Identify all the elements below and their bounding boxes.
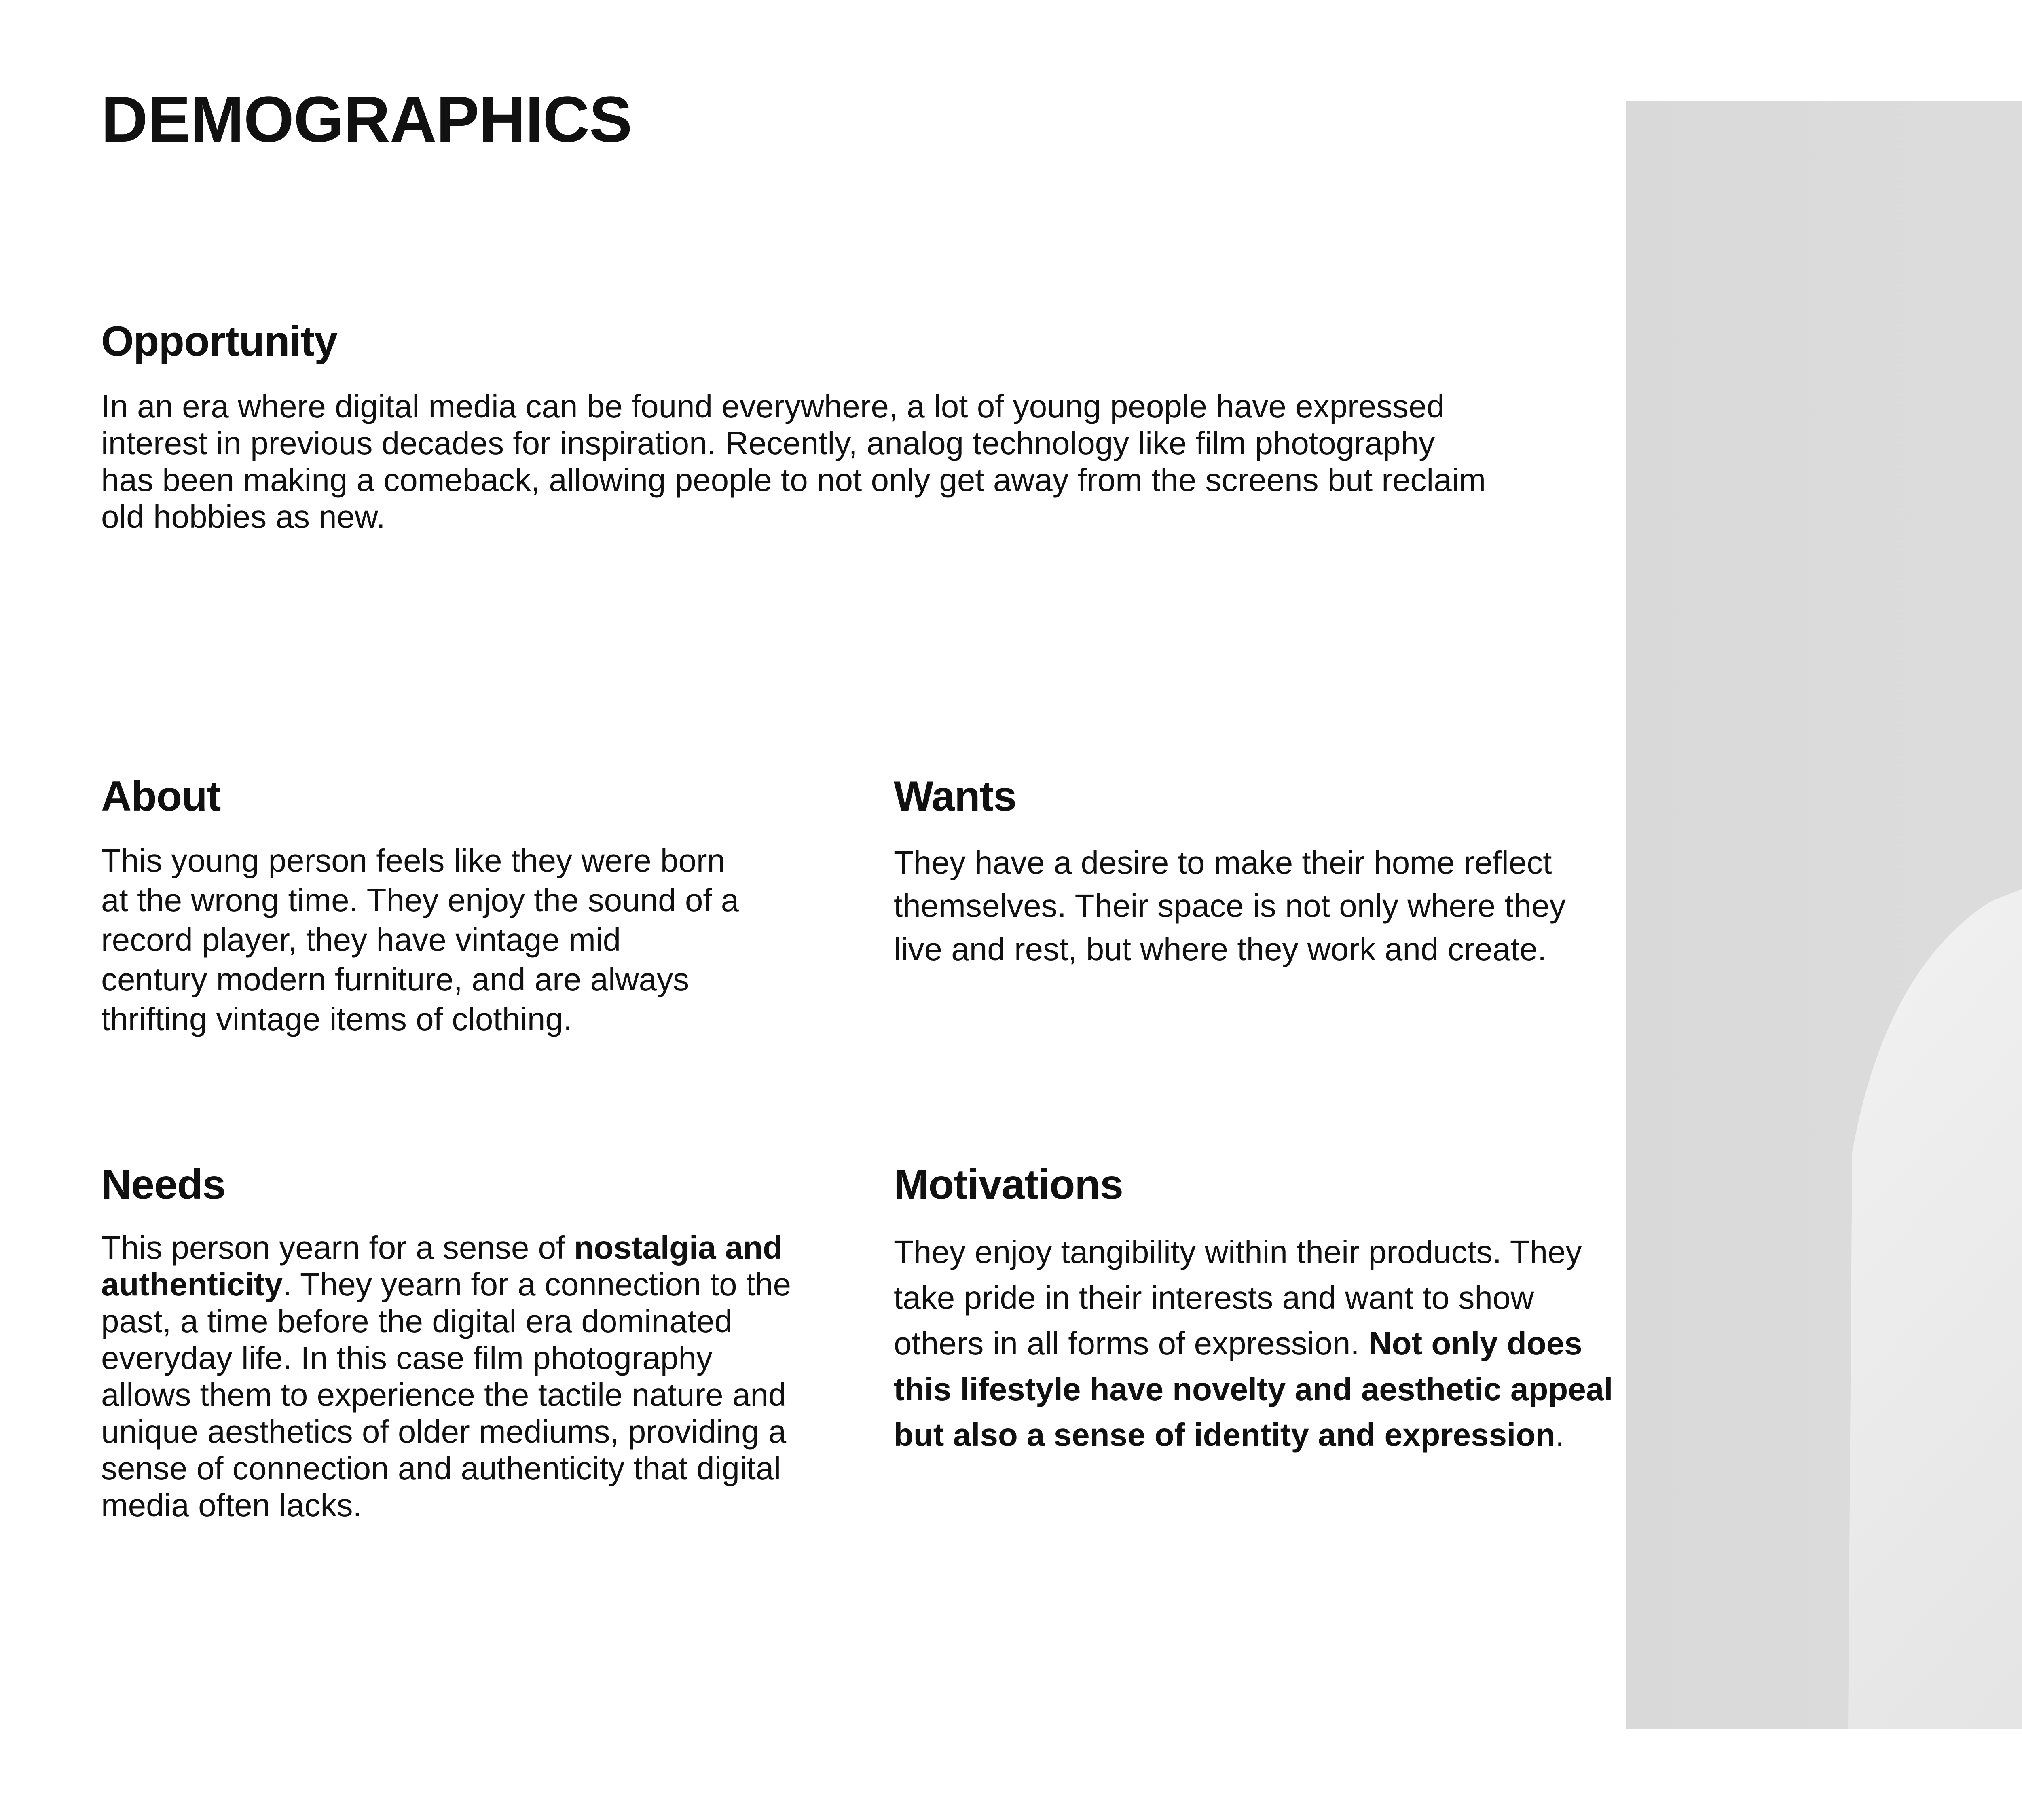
- needs-text-run: This person yearn for a sense of: [101, 1230, 574, 1266]
- persona-photo-illustration: [1626, 101, 2022, 1729]
- about-line: record player, they have vintage mid: [101, 922, 621, 958]
- motivations-emphasis: but also a sense of identity and expression: [894, 1417, 1555, 1453]
- about-line: This young person feels like they were born: [101, 842, 725, 879]
- wants-heading: Wants: [894, 773, 1017, 820]
- needs-line: [101, 1266, 869, 1303]
- opportunity-text: [101, 388, 1597, 535]
- needs-line: [101, 1229, 869, 1266]
- about-line: thrifting vintage items of clothing.: [101, 1001, 573, 1037]
- persona-photo: [1626, 101, 2022, 1729]
- motivations-text-run: .: [1555, 1417, 1565, 1453]
- motivations-line: this lifestyle have novelty and aesthetic appeal: [894, 1371, 1613, 1407]
- motivations-emphasis: Not only does: [1368, 1325, 1582, 1362]
- opportunity-line: interest in previous decades for inspiration. Recently, analog technology like film photography: [101, 425, 1435, 461]
- opportunity-heading: Opportunity: [101, 318, 338, 365]
- wants-text: [894, 841, 1622, 971]
- needs-line: everyday life. In this case film photography: [101, 1340, 713, 1376]
- wants-section: [894, 775, 1622, 971]
- motivations-section: [894, 1163, 1622, 1458]
- opportunity-line: has been making a comeback, allowing people to not only get away from the screens but reclaim: [101, 462, 1486, 498]
- motivations-line: [894, 1412, 1622, 1458]
- about-line: century modern furniture, and are always: [101, 961, 690, 998]
- needs-text-run: . They yearn for a connection to the: [282, 1266, 791, 1303]
- about-section: [101, 775, 869, 1039]
- opportunity-line: In an era where digital media can be found everywhere, a lot of young people have expressed: [101, 388, 1445, 425]
- wants-line: live and rest, but where they work and create.: [894, 931, 1547, 967]
- about-line: at the wrong time. They enjoy the sound of a: [101, 882, 739, 918]
- needs-section: [101, 1163, 869, 1524]
- about-heading: About: [101, 773, 221, 820]
- motivations-text-run: others in all forms of expression.: [894, 1325, 1368, 1362]
- motivations-heading: Motivations: [894, 1161, 1123, 1208]
- wants-line: They have a desire to make their home reflect: [894, 844, 1552, 881]
- opportunity-section: [101, 320, 1597, 535]
- motivations-line: [894, 1321, 1622, 1366]
- about-text: [101, 841, 869, 1039]
- needs-emphasis: nostalgia and: [574, 1230, 783, 1266]
- page-title: DEMOGRAPHICS: [101, 83, 632, 155]
- needs-heading: Needs: [101, 1161, 226, 1208]
- motivations-line: They enjoy tangibility within their products. They: [894, 1234, 1582, 1270]
- needs-line: unique aesthetics of older mediums, providing a: [101, 1414, 787, 1450]
- wants-line: themselves. Their space is not only where they: [894, 888, 1566, 924]
- needs-emphasis: authenticity: [101, 1266, 283, 1303]
- needs-line: media often lacks.: [101, 1487, 362, 1524]
- needs-line: past, a time before the digital era dominated: [101, 1303, 732, 1340]
- opportunity-line: old hobbies as new.: [101, 499, 385, 535]
- motivations-line: take pride in their interests and want to show: [894, 1280, 1534, 1316]
- needs-text: [101, 1229, 869, 1524]
- motivations-text: [894, 1229, 1622, 1458]
- needs-line: allows them to experience the tactile nature and: [101, 1377, 787, 1413]
- needs-line: sense of connection and authenticity that digital: [101, 1450, 781, 1487]
